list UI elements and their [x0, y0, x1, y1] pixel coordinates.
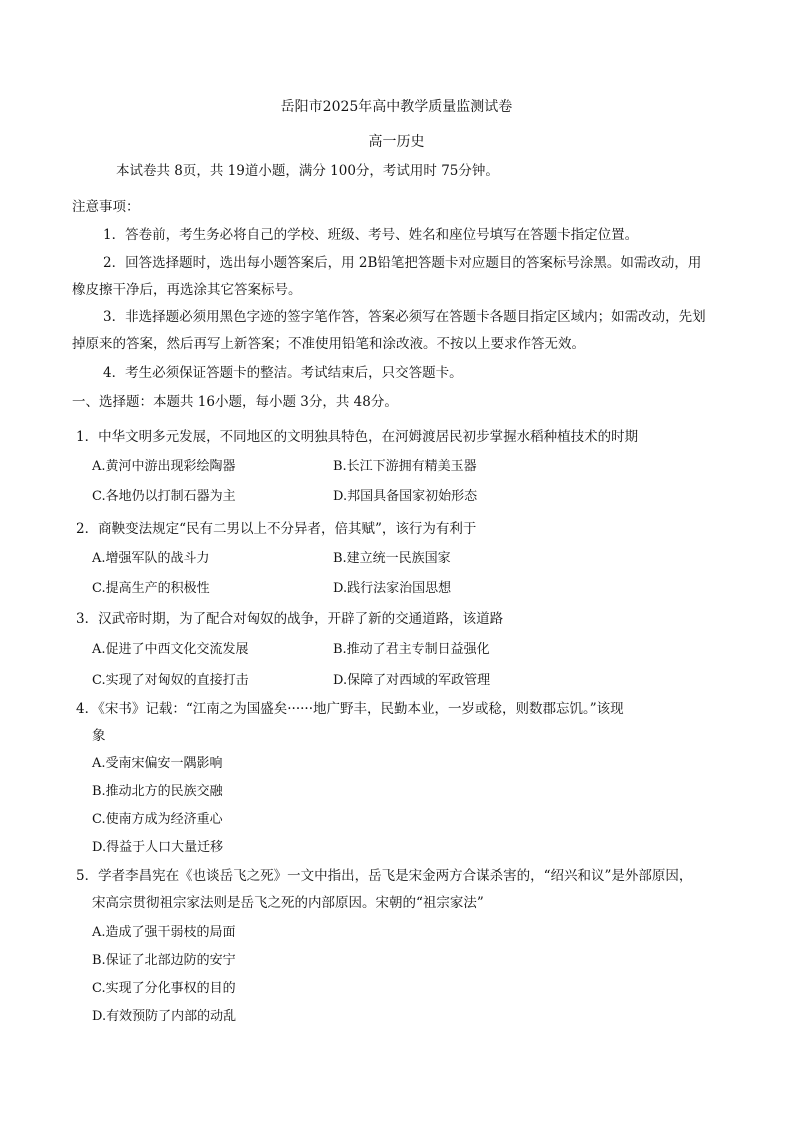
note-item-3-line-2: 掉原来的答案，然后再写上新答案；不准使用铅笔和涂改液。不按以上要求作答无效。	[72, 336, 585, 352]
question-5-stem-line-1: 5．学者李昌宪在《也谈岳飞之死》一文中指出，岳飞是宋金两方合谋杀害的，“绍兴和议”是外部原因，	[76, 868, 693, 884]
question-4-option-a: A.受南宋偏安一隅影响	[92, 756, 223, 771]
question-1-stem: 1．中华文明多元发展，不同地区的文明独具特色，在河姆渡居民初步掌握水稻种植技术的时期	[76, 429, 639, 445]
note-item-4: 4．考生必须保证答题卡的整洁。考试结束后，只交答题卡。	[103, 365, 463, 381]
notes-heading: 注意事项：	[72, 199, 140, 215]
note-item-2-line-2: 橡皮擦干净后，再选涂其它答案标号。	[72, 282, 302, 298]
question-3-stem: 3．汉武帝时期，为了配合对匈奴的战争，开辟了新的交通道路，该道路	[76, 611, 504, 627]
question-5-option-c: C.实现了分化事权的目的	[92, 981, 236, 996]
question-2-stem: 2．商鞅变法规定“民有二男以上不分异者，倍其赋”，该行为有利于	[76, 521, 477, 537]
question-3-option-c: C.实现了对匈奴的直接打击	[92, 673, 249, 688]
question-5-stem-line-2: 宋高宗贯彻祖宗家法则是岳飞之死的内部原因。宋朝的“祖宗家法”	[92, 895, 484, 911]
question-1-option-a: A.黄河中游出现彩绘陶器	[92, 459, 236, 474]
question-3-option-a: A.促进了中西文化交流发展	[92, 642, 249, 657]
note-item-1: 1．答卷前，考生务必将自己的学校、班级、考号、姓名和座位号填写在答题卡指定位置。	[103, 227, 639, 243]
question-3-option-b: B.推动了君主专制日益强化	[333, 642, 490, 657]
question-4-stem-line-1: 4．《宋书》记载：“江南之为国盛矣······地广野丰，民勤本业，一岁或稔，则数郡忘饥。”该现	[76, 701, 624, 717]
question-1-option-c: C.各地仍以打制石器为主	[92, 489, 236, 504]
question-5-option-b: B.保证了北部边防的安宁	[92, 953, 236, 968]
question-4-stem-line-2: 象	[92, 728, 106, 744]
question-1-option-b: B.长江下游拥有精美玉器	[333, 459, 477, 474]
subject-title: 高一历史	[368, 134, 425, 150]
question-2-option-a: A.增强军队的战斗力	[92, 551, 210, 566]
question-1-option-d: D.邦国具备国家初始形态	[333, 489, 478, 504]
question-4-option-c: C.使南方成为经济重心	[92, 812, 223, 827]
question-2-option-b: B.建立统一民族国家	[333, 551, 451, 566]
question-5-option-a: A.造成了强干弱枝的局面	[92, 925, 236, 940]
question-5-option-d: D.有效预防了内部的动乱	[92, 1009, 237, 1024]
question-4-option-d: D.得益于人口大量迁移	[92, 840, 224, 855]
exam-title: 岳阳市2025年高中教学质量监测试卷	[280, 99, 513, 115]
section-1-heading: 一、选择题：本题共 16小题，每小题 3分，共 48分。	[72, 394, 398, 410]
exam-intro: 本试卷共 8页，共 19道小题，满分 100分，考试用时 75分钟。	[116, 163, 499, 179]
note-item-2-line-1: 2．回答选择题时，选出每小题答案后，用 2B铅笔把答题卡对应题目的答案标号涂黑。如需改动，用	[103, 255, 702, 271]
question-3-option-d: D.保障了对西域的军政管理	[333, 673, 491, 688]
question-2-option-d: D.践行法家治国思想	[333, 581, 452, 596]
question-2-option-c: C.提高生产的积极性	[92, 581, 210, 596]
question-4-option-b: B.推动北方的民族交融	[92, 784, 223, 799]
note-item-3-line-1: 3．非选择题必须用黑色字迹的签字笔作答，答案必须写在答题卡各题目指定区域内；如需改动，先划	[103, 309, 706, 325]
